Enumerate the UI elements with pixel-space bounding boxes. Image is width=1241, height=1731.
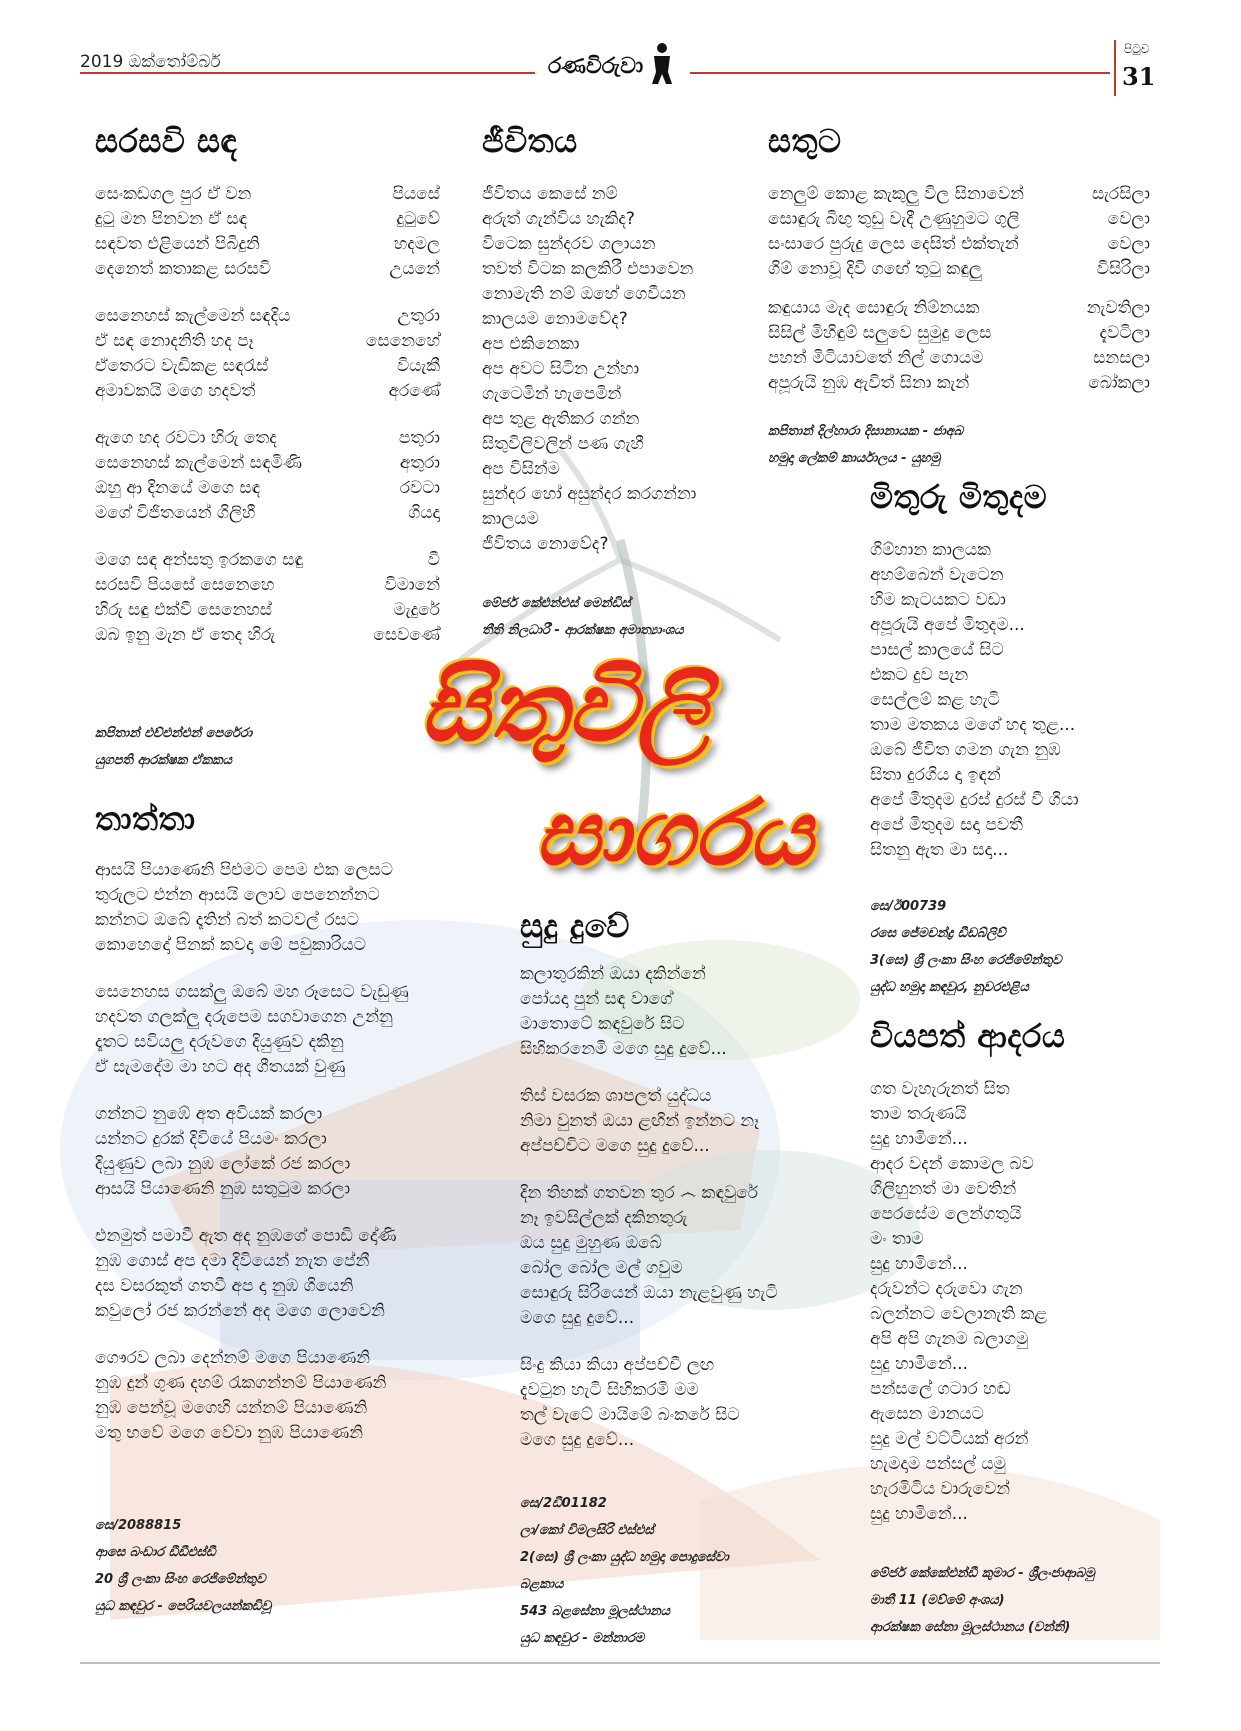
poem-thaththa [95,858,409,1446]
poem-line: තුරුලට එන්න ආසයි ලොව පෙනෙන්නට [95,885,380,905]
poem-line: සුන්දර හෝ අසුන්දර කරගන්නා [482,484,697,504]
poem-line: ආදර වදන් කොමල බව [870,1154,1034,1174]
poem-sudu-duwe [520,962,778,1453]
poem-line: දියුණුව ලබා නුඹ ලෝකේ රජ කරලා [95,1154,351,1174]
poem-line: ජීවිතය කෙසේ නම් [482,184,618,204]
poem-line: කන්නට ඔබේ දෑතින් බත් කටවල් රසට [95,910,360,930]
poem-line: මගේ විජිතයෙන් ගිලිහී ගියදා [95,503,440,523]
poem-line: හිම කැටයකට වඩා [870,590,1006,610]
page-number: 31 [1122,62,1156,91]
poem-line: ගිලිහුනත් මා වෙතින් [870,1179,1017,1199]
poem-line: නුඹ පෙන්වූ මගෙහි යන්නම් පියාණෙනි [95,1398,368,1418]
poem-line: කොහෙදෝ පිනක් කවදා මේ පවුකාරියට [95,935,367,955]
poem-line: ජීවිතය නොවේද? [482,534,609,554]
poem-line: ගැටෙමින් හැපෙමින් [482,384,622,404]
poem-line: හදවත ගලක්ලු දරුපෙම සගවාගෙන උන්නු [95,1007,393,1027]
poem-line: ඇසෙන මානයට [870,1404,984,1424]
poem-line: ඒ සඳ නොදනිති හද පෑ සෙනෙහේ [95,331,440,351]
page-label: පිටුව [1124,42,1150,56]
poem-line: අපූරුයි අපේ මිතුදම... [870,615,1025,635]
poem-line: අරුත් ගැන්විය හැකිද? [482,209,635,229]
poem-line: ගන්නට නුඹේ අත අවියක් කරලා [95,1104,323,1124]
feature-title-line1: සිතුවිලි [420,650,710,763]
poem-mithuru [870,538,1079,863]
poem-line: සඳවත එළියෙන් පිබිදුනි හදමල [95,234,440,254]
poem-jeewithaya [482,182,696,557]
poem-line: සිතුවිලිවලින් පණ ගැහී [482,434,644,454]
poem-credit-thaththa: සෙ/2088815 ආසෙ බංඩාර ඩීඩීඑස්ඩී 20 ශ්‍රී ලංකා සිංහ රෙජිමේන්තුව යුධ කඳවුර - පෙරියවලයන්කඩිවූ [95,1518,271,1614]
poem-line: ඒ සැමදේම මා හට අද ගීතයක් වුණු [95,1057,346,1077]
poem-line: නුඹ ගොස් අප දමා දිවියෙන් නැත පේනී [95,1251,370,1271]
poem-credit-mithuru: සෙ/ඊ00739 රසෙ ජේමචන්ද්‍ර ඩීඩබ්ලිව් 3(සෙ) ශ්‍රී ලංකා සිංහ රෙජිමේන්තුව යුද්ධ හමුදා කඳවුර, නුවරඑළිය [870,899,1062,995]
poem-line: සුදු හාමිනේ... [870,1504,968,1524]
poem-line: සෙංකඩගල පුර ඒ වන පියසේ [95,184,440,204]
poem-line: පහන් මිටියාවතේ නිල් ගොයම සනසලා [768,348,1150,368]
poem-line: ගත වැහැරුනත් සිත [870,1079,1010,1099]
poem-credit-jeewithaya: මේජර් කේඑන්එස් මෙන්ඩිස් තීති නිලධාරී - ආරක්ෂක අමාත්‍යාංශය [482,596,684,638]
poem-line: කාලයම [482,509,539,529]
poem-title-sudu-duwe: සුදු දුවේ [520,907,630,945]
poem-line: සුදු හාමිනේ... [870,1354,968,1374]
poem-line: මාතොටේ කඳවුරේ සිට [520,1014,685,1034]
poem-line: ඔබේ ජීවිත ගමන ගැන නුඹ [870,740,1061,760]
header-rule-left [80,72,535,74]
poem-line: සිතා දුරගිය දා ඉඳන් [870,765,1001,785]
poem-line: අපේ මිතුදම දුරස් දුරස් වී ගියා [870,790,1079,810]
poem-line: නුඹ දුන් ගුණ දහම් රැකගන්නම් පියාණෙනි [95,1373,387,1393]
poem-line: කවුලෝ රජ කරන්නේ අද මගෙ ලොවෙනි [95,1301,385,1321]
poem-line: පාසල් කාලයේ සිට [870,640,1004,660]
poem-line: සිහිකරනෙමි මගෙ සුදු දුවේ... [520,1039,727,1059]
poem-line: සිතනු ඇත මා සදා... [870,840,1009,860]
poem-line: අප්පච්චිට මගෙ සුදු දුවේ... [520,1136,710,1156]
poem-line: විටෙක සුන්දරව ගලායන [482,234,656,254]
poem-line: තල් වැටේ මායිමේ බංකරේ සිට [520,1405,740,1425]
poem-line: සංසාරෙ පුරුදු ලෙස දෙසිත් එක්තැන් වෙලා [768,234,1150,254]
poem-line: කාලයම නොමවේද? [482,309,628,329]
poem-line: සොඳුරු බිඟු තුඩු වැදී උණුහුමට ගුලි වෙලා [768,209,1150,229]
poem-line: සෙල්ලම් කළ හැටි [870,690,1000,710]
poem-line: සුදු මල් වට්ටියක් අරන් [870,1429,1029,1449]
poem-line: හැරමිටිය වාරුවෙන් [870,1479,1011,1499]
feature-title-line2: සාගරය [535,780,813,886]
poem-title-sathuta: සතුට [768,122,842,160]
poem-line: අපූරුයි නුඹ ඇවිත් සිනා කැන් බෝකලා [768,373,1150,393]
poem-line: දෑතට සවියලු දරුවගෙ දියුණුව දකිනු [95,1032,344,1052]
poem-viyapath [870,1077,1047,1527]
poem-line: ගිම් නොවූ දිවි ගඟේ තුටු කඳුලු විසිරිලා [768,259,1150,279]
poem-line: අපේ මිතුදම සදා පවතී [870,815,1023,835]
poem-line: තවත් විටක කලකිරී එපාවෙන [482,259,694,279]
poem-line: යන්නට දුරක් දිවියේ පියමං කරලා [95,1129,327,1149]
poem-line: අහම්බෙන් වැටෙන [870,565,1004,585]
poem-line: නොමැති නම් ඔහේ ගෙවීයන [482,284,686,304]
poem-line: මතු භවේ මගෙ වේවා නුඹ පියාණෙනි [95,1423,363,1443]
poem-line: නෑ ඉවසිල්ලක් දකිනතුරු [520,1208,688,1228]
poem-line: සිසිල් මිහිඳුම් සලුවෙ සුමුදු ලෙස දැවටිලා [768,323,1150,343]
poem-line: තාම මතකය මගේ හද තුළ... [870,715,1076,735]
poem-sarasavi [95,182,440,648]
poem-line: අප එකිනෙකා [482,334,580,354]
poem-line: ඔය සුදු මුහුණ ඔබේ [520,1233,662,1253]
poem-line: අපි අපි ගැනම බලාගමු [870,1329,1029,1349]
poem-line: සිංදු කියා කියා අප්පච්චී ලඟ [520,1355,715,1375]
poem-line: තාම තරුණයි [870,1104,967,1124]
poem-sathuta [768,182,1150,396]
poem-line: අප තුළ ඇතිකර ගන්න [482,409,640,429]
header-rule-right [690,72,1110,74]
poem-line: ඇගෙ හද රවටා හිරු තෙද පතුරා [95,428,440,448]
poem-line: පන්සලේ ගටාර හඬ [870,1379,1011,1399]
poem-line: සුදු හාමිනේ... [870,1254,968,1274]
issue-date: 2019 ඔක්තෝම්බර් [80,52,221,72]
poem-line: සෙනෙහස් කැල්මෙන් සඳදිය උතුරා [95,306,440,326]
poem-line: සෙනෙහස් කැල්මෙන් සඳමිණි අතුරා [95,453,440,473]
poem-line: එනමුත් පමාවී ඇත අද නුඹගේ පොඩි දෝණි [95,1226,397,1246]
poem-line: සුදු හාමිනේ... [870,1129,968,1149]
poem-line: කලාතුරකින් ඔයා දකින්නේ [520,964,706,984]
poem-line: දින තිහක් ගතවන තුර ෴ කඳවුරේ [520,1183,759,1203]
poem-line: තිස් වසරක ශාපලත් යුද්ධය [520,1086,712,1106]
soldier-icon [648,42,676,86]
poem-line: මගෙ සුදු දුවේ... [520,1308,635,1328]
poem-title-viyapath: වියපත් ආදරය [870,1017,1066,1055]
poem-line: සෙනෙහස ගසක්ලු ඔබේ මහ රූසෙට වැඩුණු [95,982,409,1002]
poem-line: අමාවකයි මගෙ හදවත් අරණේ [95,381,440,401]
poem-line: දැවටුන හැටි සිහිකරමි මම [520,1380,699,1400]
poem-title-jeewithaya: ජීවිතය [482,122,578,160]
poem-credit-sudu-duwe: සෙ/2ඩී01182 ලා/කෝ විමලසිරි එස්එස් 2(සෙ) ශ්‍රී ලංකා යුද්ධ හමුදා පොදුසේවා බළකාය 543 බළසේනා මූලස්ථානය යුධ කඳවුර - මන්නාරම [520,1496,729,1646]
poem-line: ගිම්හාන කාලයක [870,540,991,560]
poem-line: හැමදාම පන්සල් යමු [870,1454,1006,1474]
poem-line: අප අවට සිටින උන්හා [482,359,640,379]
poem-line: දෙනෙත් කතාකළ සරසවි උයනේ [95,259,440,279]
poem-title-mithuru: මිතුරු මිතුදම [870,478,1048,516]
poem-credit-viyapath: මේජර් කේකේඑන්ඩී කුමාර - ශ්‍රීලංජාආබමු මාතී 11 (මව්මේ අංශය) ආරක්ෂක සේනා මූලස්ථානය (වන්නි) [870,1566,1095,1635]
poem-credit-sathuta: කපිතාන් දිල්හාරා දිසානායක - ජාඅබ හමුදා ලේකම් කාර්යාලය - යුහමු [768,424,964,466]
poem-line: සොඳුරු සිරියෙන් ඔයා නැළවුණු හැටි [520,1283,778,1303]
poem-line: නිමා වුනත් ඔයා ළඟින් ඉන්නට නෑ [520,1111,759,1131]
poem-line: පෙරසේම ලෙන්ගතුයි [870,1204,1022,1224]
poem-line: කඳුයාය මැද සොඳුරු නිම්නයක නැවතිලා [768,298,1150,318]
poem-line: දරුවන්ට දරුවො ගැන [870,1279,1023,1299]
poem-line: දස වසරකුත් ගතවී අප දා නුඹ ගියෙනි [95,1276,354,1296]
poem-line: මගෙ සඳ අන්සතු ඉරකගෙ සඳු වී [95,550,440,570]
poem-line: බෝල බෝල මල් ගවුම [520,1258,683,1278]
poem-line: නෙලුම් කොළ කැකුලු විල සිනාවෙන් සැරසිලා [768,184,1150,204]
poem-line: දුටු මන පිනවන ඒ සඳ දුටුවේ [95,209,440,229]
poem-credit-sarasavi: කපිතාන් එච්එන්එන් පෙරේරා යුගපති ආරක්ෂක ඒකකය [95,726,253,768]
poem-line: මගෙ සුදු දුවේ... [520,1430,635,1450]
poem-line: ආසයි පියාණෙනි පිළුමට පෙම එක ලෙසට [95,860,394,880]
poem-line: ඔබ ඉනු මැන ඒ තෙද හිරු සෙවණේ [95,625,440,645]
poem-line: මං තාම [870,1229,924,1249]
header-divider [1114,40,1116,96]
poem-title-sarasavi: සරසවි සඳ [95,122,238,160]
poem-line: පෝයදා පුන් සඳ වාගේ [520,989,673,1009]
poem-title-thaththa: තාත්තා [95,800,196,838]
poem-line: ගෞරව ලබා දෙන්නම් මගෙ පියාණෙනි [95,1348,371,1368]
masthead: රණවිරුවා [548,54,644,79]
poem-line: සරසවි පියසේ සෙනෙහෙ විමානේ [95,575,440,595]
poem-line: බලන්නට වෙලානැති කළ [870,1304,1048,1324]
footer-rule [80,1662,1160,1664]
poem-line: අප විසින්ම [482,459,560,479]
poem-line: ඒතෙරට වැඩිකළ සඳරැස් වියැකී [95,356,440,376]
poem-line: හිරු සඳු එක්වී සෙනෙහස් මැදුරේ [95,600,440,620]
poem-line: ආසයි පියාණෙනි නුඹ සතුටුම කරලා [95,1179,351,1199]
poem-line: එකට දුව පැන [870,665,969,685]
poem-line: ඔහු ආ දිනයේ මගෙ සඳ රවටා [95,478,440,498]
